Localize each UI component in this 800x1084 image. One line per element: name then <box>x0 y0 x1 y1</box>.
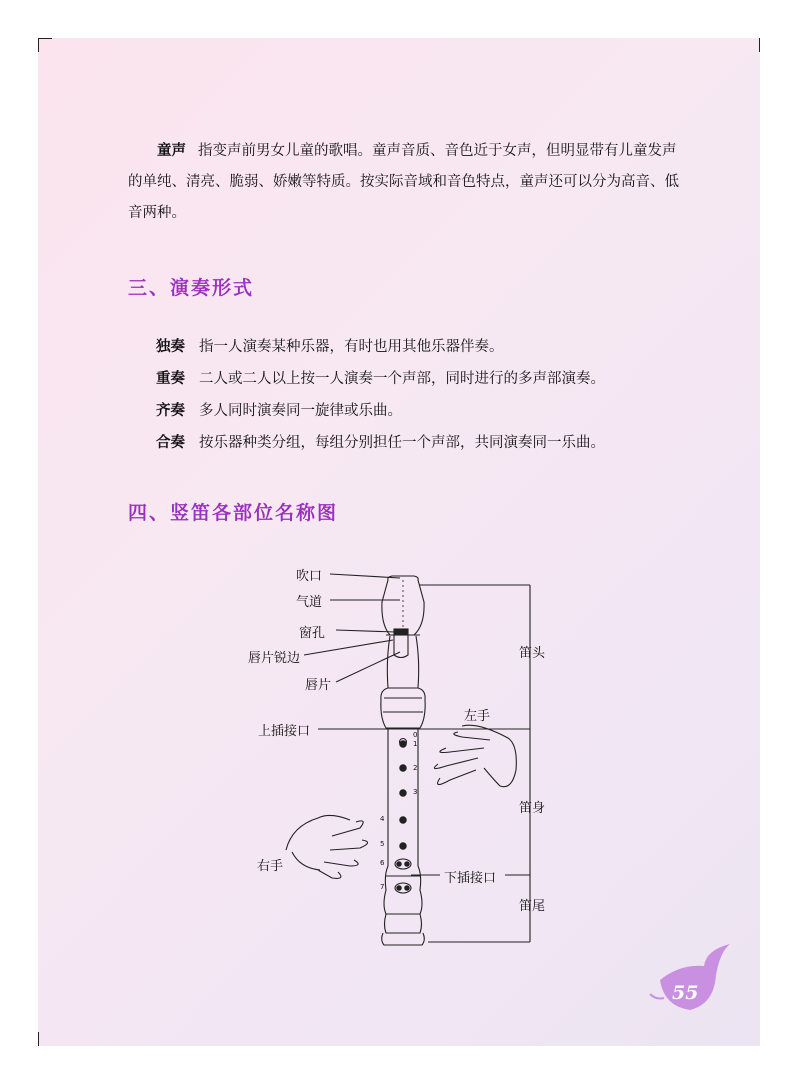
hole-number: 0 <box>413 731 418 739</box>
hole-number: 7 <box>380 883 385 891</box>
hole-number: 4 <box>380 815 385 823</box>
hole-number: 2 <box>413 764 418 772</box>
label-windway: 气道 <box>296 595 323 610</box>
text-unison: 多人同时演奏同一旋律或乐曲。 <box>199 403 402 419</box>
hole-number: 3 <box>413 788 418 796</box>
text-ensemble: 二人或二人以上按一人演奏一个声部，同时进行的多声部演奏。 <box>199 371 605 387</box>
label-left-hand: 左手 <box>464 709 491 724</box>
recorder-bulge <box>381 688 425 728</box>
label-upper-joint: 上插接口 <box>258 724 311 739</box>
page-number: 55 <box>672 982 699 1004</box>
left-hand-drawing <box>434 725 516 786</box>
heading-recorder-diagram: 四、竖笛各部位名称图 <box>128 502 339 524</box>
recorder-window <box>394 629 408 635</box>
term-orchestra: 合奏 <box>156 435 185 451</box>
label-labium: 唇片 <box>305 678 332 693</box>
tone-hole <box>400 765 406 771</box>
label-foot: 笛尾 <box>519 899 546 914</box>
label-labium-edge: 唇片锐边 <box>248 651 301 666</box>
label-body: 笛身 <box>519 801 546 816</box>
label-mouthpiece: 吹口 <box>296 569 323 584</box>
hole-number: 6 <box>380 859 385 867</box>
hole-number: 5 <box>380 840 385 848</box>
term-unison: 齐奏 <box>156 403 185 419</box>
heading-performance-forms: 三、演奏形式 <box>128 277 255 299</box>
tone-hole <box>400 741 406 747</box>
text-solo: 指一人演奏某种乐器，有时也用其他乐器伴奏。 <box>199 339 504 355</box>
recorder-foot <box>384 866 422 914</box>
label-right-hand: 右手 <box>257 859 284 874</box>
label-head: 笛头 <box>519 646 546 661</box>
term-tongsheng: 童声 <box>157 143 186 159</box>
text-orchestra: 按乐器种类分组，每组分别担任一个声部，共同演奏同一乐曲。 <box>199 435 605 451</box>
term-solo: 独奏 <box>156 339 185 355</box>
hole-number: 1 <box>413 740 418 748</box>
tone-hole <box>400 817 406 823</box>
term-ensemble: 重奏 <box>156 371 185 387</box>
tone-hole <box>400 790 406 796</box>
right-hand-drawing <box>286 815 368 878</box>
text-tongsheng: 指变声前男女儿童的歌唱。童声音质、音色近于女声，但明显带有儿童发声的单纯、清亮、脆弱、娇嫩等特质。按实际音域和音色特点，童声还可以分为高音、低音两种。 <box>128 143 679 221</box>
label-lower-joint: 下插接口 <box>444 871 497 886</box>
label-window: 窗孔 <box>299 626 326 641</box>
tone-hole <box>400 843 406 849</box>
